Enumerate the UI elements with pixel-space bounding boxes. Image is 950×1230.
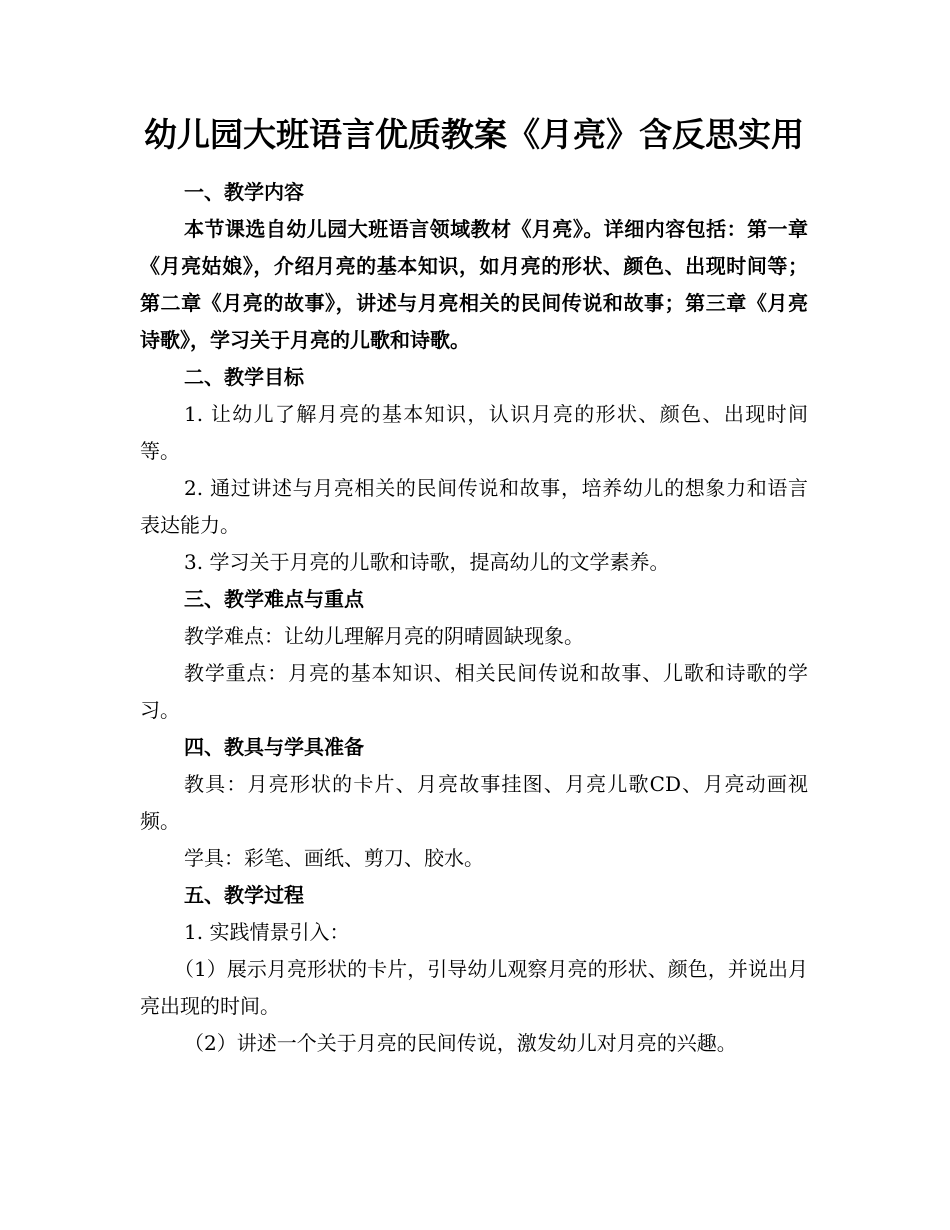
section-paragraph: 本节课选自幼儿园大班语言领域教材《月亮》。详细内容包括：第一章《月亮姑娘》，介绍月亮的基本知识，如月亮的形状、颜色、出现时间等；第二章《月亮的故事》，讲述与月亮相关的民间传说和故事；第三章《月亮诗歌》，学习关于月亮的儿歌和诗歌。 [140,217,808,352]
section-materials [140,729,808,877]
section-paragraph: 1. 实践情景引入： [184,920,350,944]
section-teaching-goals [140,359,808,581]
section-paragraph: 3. 学习关于月亮的儿歌和诗歌，提高幼儿的文学素养。 [184,550,670,574]
section-paragraph: （1）展示月亮形状的卡片，引导幼儿观察月亮的形状、颜色，并说出月亮出现的时间。 [140,957,808,1018]
section-heading: 四、教具与学具准备 [184,735,364,759]
section-heading: 一、教学内容 [184,180,304,204]
section-paragraph: 教学难点：让幼儿理解月亮的阴晴圆缺现象。 [184,624,584,648]
section-difficulties-and-focus [140,581,808,729]
section-heading: 三、教学难点与重点 [184,587,364,611]
section-paragraph: （2）讲述一个关于月亮的民间传说，激发幼儿对月亮的兴趣。 [184,1031,737,1055]
section-paragraph: 1. 让幼儿了解月亮的基本知识，认识月亮的形状、颜色、出现时间等。 [140,402,808,463]
section-heading: 五、教学过程 [184,883,304,907]
document-title: 幼儿园大班语言优质教案《月亮》含反思实用 [144,115,804,154]
section-paragraph: 2. 通过讲述与月亮相关的民间传说和故事，培养幼儿的想象力和语言表达能力。 [140,476,808,537]
section-paragraph: 学具：彩笔、画纸、剪刀、胶水。 [184,846,484,870]
section-teaching-process [140,877,808,1062]
section-paragraph: 教具：月亮形状的卡片、月亮故事挂图、月亮儿歌CD、月亮动画视频。 [140,772,808,833]
section-heading: 二、教学目标 [184,365,304,389]
section-teaching-content [140,174,808,359]
section-paragraph: 教学重点：月亮的基本知识、相关民间传说和故事、儿歌和诗歌的学习。 [140,661,808,722]
